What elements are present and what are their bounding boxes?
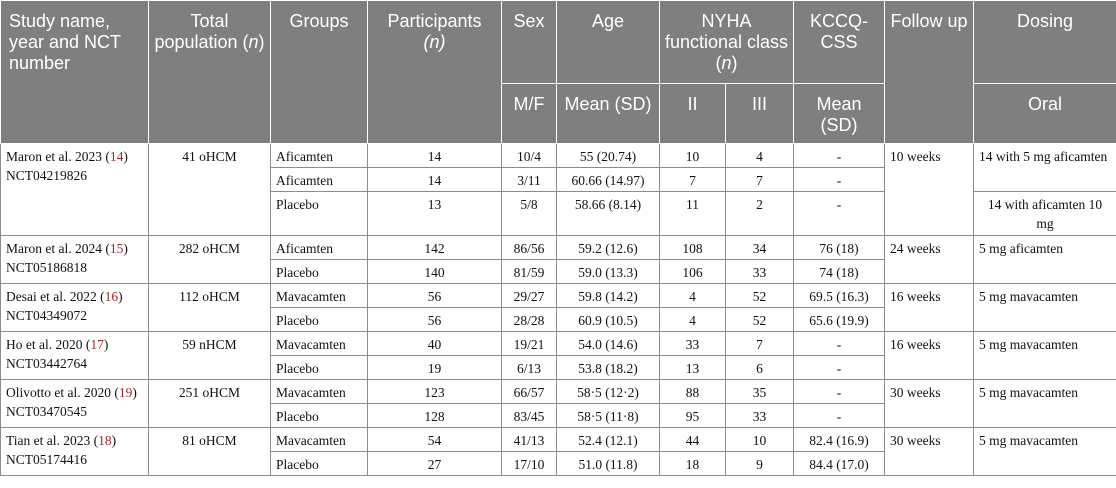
- study-name: Ho et al. 2020 (17) NCT03442764: [1, 332, 149, 380]
- nyha-iii-cell: 34: [726, 236, 794, 260]
- kccq-cell: 82.4 (16.9): [794, 428, 885, 452]
- study-name: Olivotto et al. 2020 (19) NCT03470545: [1, 380, 149, 428]
- participants-cell: 27: [368, 452, 502, 476]
- subheader-kccq: Mean (SD): [794, 84, 885, 144]
- sex-cell: 5/8: [502, 192, 557, 236]
- reference-link[interactable]: 14: [109, 149, 124, 164]
- header-study: Study name, year and NCT number: [1, 1, 149, 144]
- header-follow-up: Follow up: [885, 1, 974, 144]
- group-cell: Placebo: [271, 404, 368, 428]
- total-population: 251 oHCM: [149, 380, 271, 428]
- kccq-cell: -: [794, 332, 885, 356]
- age-cell: 59.2 (12.6): [557, 236, 660, 260]
- header-population: Total population (n): [149, 1, 271, 144]
- kccq-cell: 76 (18): [794, 236, 885, 260]
- age-cell: 52.4 (12.1): [557, 428, 660, 452]
- dosing-cell: 5 mg mavacamten: [974, 284, 1116, 332]
- follow-up: 24 weeks: [885, 236, 974, 284]
- table-row: [1, 284, 1116, 308]
- study-name: Tian et al. 2023 (18) NCT05174416: [1, 428, 149, 476]
- kccq-cell: -: [794, 356, 885, 380]
- table-row: [1, 236, 1116, 260]
- nyha-ii-cell: 95: [660, 404, 726, 428]
- header-age: Age: [557, 1, 660, 84]
- age-cell: 60.9 (10.5): [557, 308, 660, 332]
- age-cell: 51.0 (11.8): [557, 452, 660, 476]
- age-cell: 55 (20.74): [557, 144, 660, 168]
- table-row: [1, 380, 1116, 404]
- kccq-cell: -: [794, 192, 885, 236]
- nyha-ii-cell: 108: [660, 236, 726, 260]
- age-cell: 53.8 (18.2): [557, 356, 660, 380]
- nyha-iii-cell: 7: [726, 168, 794, 192]
- sex-cell: 19/21: [502, 332, 557, 356]
- table-row: [1, 332, 1116, 356]
- group-cell: Aficamten: [271, 236, 368, 260]
- total-population: 112 oHCM: [149, 284, 271, 332]
- subheader-age: Mean (SD): [557, 84, 660, 144]
- group-cell: Placebo: [271, 192, 368, 236]
- sex-cell: 66/57: [502, 380, 557, 404]
- subheader-nyha-iii: III: [726, 84, 794, 144]
- subheader-nyha-ii: II: [660, 84, 726, 144]
- table-body: [1, 144, 1116, 476]
- study-name: Maron et al. 2024 (15) NCT05186818: [1, 236, 149, 284]
- header-sex: Sex: [502, 1, 557, 84]
- nyha-iii-cell: 2: [726, 192, 794, 236]
- age-cell: 58·5 (11·8): [557, 404, 660, 428]
- header-kccq: KCCQ-CSS: [794, 1, 885, 84]
- total-population: 41 oHCM: [149, 144, 271, 236]
- subheader-dosing: Oral: [974, 84, 1116, 144]
- participants-cell: 40: [368, 332, 502, 356]
- group-cell: Mavacamten: [271, 380, 368, 404]
- nyha-iii-cell: 10: [726, 428, 794, 452]
- participants-cell: 123: [368, 380, 502, 404]
- nyha-iii-cell: 4: [726, 144, 794, 168]
- reference-link[interactable]: 18: [98, 433, 112, 448]
- participants-cell: 56: [368, 308, 502, 332]
- nyha-ii-cell: 11: [660, 192, 726, 236]
- nyha-iii-cell: 35: [726, 380, 794, 404]
- reference-link[interactable]: 17: [90, 337, 104, 352]
- table-row: [1, 428, 1116, 452]
- follow-up: 30 weeks: [885, 428, 974, 476]
- kccq-cell: 84.4 (17.0): [794, 452, 885, 476]
- group-cell: Mavacamten: [271, 284, 368, 308]
- age-cell: 58.66 (8.14): [557, 192, 660, 236]
- reference-link[interactable]: 15: [109, 241, 124, 256]
- header-groups: Groups: [271, 1, 368, 144]
- nyha-ii-cell: 4: [660, 308, 726, 332]
- sex-cell: 86/56: [502, 236, 557, 260]
- group-cell: Aficamten: [271, 144, 368, 168]
- follow-up: 10 weeks: [885, 144, 974, 236]
- participants-cell: 142: [368, 236, 502, 260]
- sex-cell: 41/13: [502, 428, 557, 452]
- header-nyha: NYHA functional class (n): [660, 1, 794, 84]
- kccq-cell: -: [794, 144, 885, 168]
- nyha-iii-cell: 33: [726, 260, 794, 284]
- participants-cell: 56: [368, 284, 502, 308]
- group-cell: Placebo: [271, 308, 368, 332]
- table-row: [1, 144, 1116, 168]
- total-population: 59 nHCM: [149, 332, 271, 380]
- reference-link[interactable]: 19: [118, 385, 133, 400]
- total-population: 282 oHCM: [149, 236, 271, 284]
- header-dosing: Dosing: [974, 1, 1116, 84]
- nyha-ii-cell: 33: [660, 332, 726, 356]
- participants-cell: 19: [368, 356, 502, 380]
- group-cell: Mavacamten: [271, 428, 368, 452]
- kccq-cell: -: [794, 380, 885, 404]
- participants-cell: 14: [368, 144, 502, 168]
- participants-cell: 54: [368, 428, 502, 452]
- age-cell: 58·5 (12·2): [557, 380, 660, 404]
- study-name: Maron et al. 2023 (14) NCT04219826: [1, 144, 149, 236]
- age-cell: 59.0 (13.3): [557, 260, 660, 284]
- nyha-iii-cell: 9: [726, 452, 794, 476]
- participants-cell: 14: [368, 168, 502, 192]
- sex-cell: 83/45: [502, 404, 557, 428]
- sex-cell: 28/28: [502, 308, 557, 332]
- follow-up: 30 weeks: [885, 380, 974, 428]
- dosing-cell: 5 mg mavacamten: [974, 332, 1116, 380]
- dosing-cell: 14 with aficamten 10 mg: [974, 192, 1116, 236]
- participants-cell: 128: [368, 404, 502, 428]
- total-population: 81 oHCM: [149, 428, 271, 476]
- nyha-ii-cell: 13: [660, 356, 726, 380]
- study-name: Desai et al. 2022 (16) NCT04349072: [1, 284, 149, 332]
- sex-cell: 29/27: [502, 284, 557, 308]
- dosing-cell: 14 with 5 mg aficamten: [974, 144, 1116, 192]
- group-cell: Placebo: [271, 260, 368, 284]
- nyha-ii-cell: 10: [660, 144, 726, 168]
- nyha-iii-cell: 33: [726, 404, 794, 428]
- kccq-cell: -: [794, 404, 885, 428]
- subheader-sex: M/F: [502, 84, 557, 144]
- dosing-cell: 5 mg mavacamten: [974, 428, 1116, 476]
- group-cell: Aficamten: [271, 168, 368, 192]
- group-cell: Mavacamten: [271, 332, 368, 356]
- sex-cell: 17/10: [502, 452, 557, 476]
- kccq-cell: 69.5 (16.3): [794, 284, 885, 308]
- participants-cell: 140: [368, 260, 502, 284]
- nyha-ii-cell: 4: [660, 284, 726, 308]
- nyha-ii-cell: 7: [660, 168, 726, 192]
- nyha-ii-cell: 18: [660, 452, 726, 476]
- nyha-iii-cell: 7: [726, 332, 794, 356]
- group-cell: Placebo: [271, 356, 368, 380]
- reference-link[interactable]: 16: [104, 289, 119, 304]
- participants-cell: 13: [368, 192, 502, 236]
- follow-up: 16 weeks: [885, 284, 974, 332]
- nyha-iii-cell: 52: [726, 284, 794, 308]
- kccq-cell: 65.6 (19.9): [794, 308, 885, 332]
- nyha-ii-cell: 44: [660, 428, 726, 452]
- sex-cell: 3/11: [502, 168, 557, 192]
- age-cell: 54.0 (14.6): [557, 332, 660, 356]
- age-cell: 59.8 (14.2): [557, 284, 660, 308]
- dosing-cell: 5 mg mavacamten: [974, 380, 1116, 428]
- sex-cell: 10/4: [502, 144, 557, 168]
- age-cell: 60.66 (14.97): [557, 168, 660, 192]
- nyha-ii-cell: 106: [660, 260, 726, 284]
- table-header: [1, 1, 1116, 144]
- follow-up: 16 weeks: [885, 332, 974, 380]
- nyha-iii-cell: 52: [726, 308, 794, 332]
- sex-cell: 81/59: [502, 260, 557, 284]
- nyha-ii-cell: 88: [660, 380, 726, 404]
- dosing-cell: 5 mg aficamten: [974, 236, 1116, 284]
- header-participants: Participants (n): [368, 1, 502, 144]
- sex-cell: 6/13: [502, 356, 557, 380]
- nyha-iii-cell: 6: [726, 356, 794, 380]
- kccq-cell: -: [794, 168, 885, 192]
- group-cell: Placebo: [271, 452, 368, 476]
- kccq-cell: 74 (18): [794, 260, 885, 284]
